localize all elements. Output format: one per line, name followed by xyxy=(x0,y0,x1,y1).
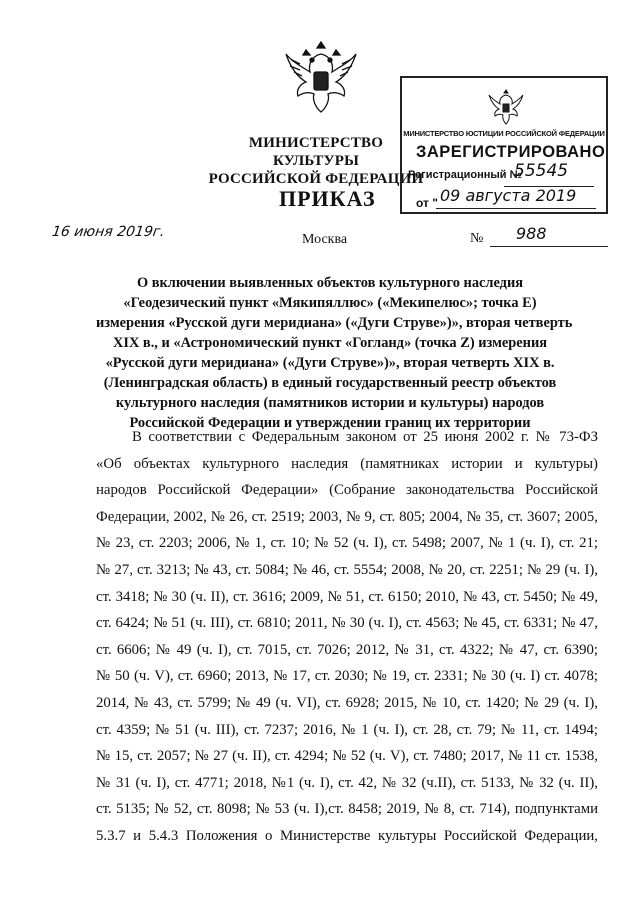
body-line: № 23, ст. 2203; 2006, № 1, ст. 10; № 52 (ч. I), ст. 5498; 2007, № 1 (ч. I), ст. 21; xyxy=(96,535,598,552)
stamp-status: ЗАРЕГИСТРИРОВАНО xyxy=(416,143,606,161)
body-line: народов Российской Федерации» (Собрание законодательства Российской xyxy=(96,482,598,499)
order-body xyxy=(96,424,598,850)
body-line: В соответствии с Федеральным законом от 25 июня 2002 г. № 73-ФЗ xyxy=(132,429,598,445)
body-line: № 50 (ч. V), ст. 6960; 2013, № 17, ст. 2030; № 19, ст. 2331; № 30 (ч. I) ст. 4078; xyxy=(96,668,598,685)
stamp-organization: МИНИСТЕРСТВО ЮСТИЦИИ РОССИЙСКОЙ ФЕДЕРАЦИИ xyxy=(403,129,605,138)
order-heading xyxy=(96,273,573,433)
heading-line: культурного наследия (памятников истории и культуры) народов xyxy=(115,395,545,411)
heading-line: XIX в., и «Астрономический пункт «Гогланд» (точка Z) измерения xyxy=(112,335,548,351)
stamp-date-underline xyxy=(436,208,596,209)
order-number: 988 xyxy=(516,224,547,243)
heading-line: Российской Федерации и утверждении границ их территории xyxy=(129,415,531,431)
stamp-emblem-icon xyxy=(486,86,526,126)
city: Москва xyxy=(302,232,348,247)
body-line: «Об объектах культурного наследия (памятниках истории и культуры) xyxy=(96,455,598,472)
body-line: 5.3.7 и 5.4.3 Положения о Министерстве культуры Российской Федерации, xyxy=(96,827,598,844)
stamp-reg-date: 09 августа 2019 xyxy=(440,186,577,205)
body-line: № 27, ст. 3213; № 43, ст. 5084; № 46, ст. 5554; 2008, № 20, ст. 2251; № 29 (ч. I), xyxy=(96,561,598,578)
body-line: ст. 3418; № 30 (ч. II), ст. 3616; 2009, № 51, ст. 6150; 2010, № 43, ст. 5450; № 49, xyxy=(96,588,598,605)
body-line: 2014, № 43, ст. 5799; № 49 (ч. VI), ст. 6928; 2015, № 10, ст. 1420; № 29 (ч. I), xyxy=(96,694,598,711)
heading-line: измерения «Русской дуги меридиана» («Дуги Струве»)», вторая четверть xyxy=(96,315,573,331)
heading-line: «Геодезический пункт «Мякипяллюс» («Мекипелюс»; точка Е) xyxy=(123,295,537,311)
ministry-line-1: МИНИСТЕРСТВО КУЛЬТУРЫ xyxy=(248,135,384,169)
body-line: Федерации, 2002, № 26, ст. 2519; 2003, № 9, ст. 805; 2004, № 35, ст. 3607; 2005, xyxy=(96,508,598,525)
number-label: № xyxy=(470,231,484,246)
body-line: № 31 (ч. I), ст. 4771; 2018, №1 (ч. I), ст. 42, № 32 (ч.II), ст. 5133, № 32 (ч. II), xyxy=(96,774,598,791)
body-line: ст. 5135; № 52, ст. 8098; № 53 (ч. I),ст. 8458; 2019, № 8, ст. 714), подпунктами xyxy=(96,801,598,818)
heading-line: «Русской дуги меридиана» («Дуги Струве»)», вторая четверть XIX в. xyxy=(105,355,555,371)
stamp-reg-label: Регистрационный № xyxy=(408,169,522,181)
ministry-line-2: РОССИЙСКОЙ ФЕДЕРАЦИИ xyxy=(208,171,424,187)
handwritten-date: 16 июня 2019г. xyxy=(50,224,166,240)
body-line: ст. 4359; № 51 (ч. III), ст. 7237; 2016, № 1 (ч. I), ст. 28, ст. 79; № 11, ст. 1494; xyxy=(96,721,598,738)
stamp-from-label: от " xyxy=(416,196,438,210)
heading-line: (Ленинградская область) в единый государственный реестр объектов xyxy=(103,375,557,391)
number-underline xyxy=(490,246,608,247)
body-line: ст. 6606; № 49 (ч. I), ст. 7015, ст. 7026; 2012, № 31, ст. 4322; № 47, ст. 6390; xyxy=(96,641,598,658)
stamp-reg-number: 55545 xyxy=(514,161,569,181)
body-line: № 15, ст. 2057; № 27 (ч. II), ст. 4294; № 52 (ч. V), ст. 7480; 2017, № 11 ст. 1538, xyxy=(96,748,598,765)
heading-line: О включении выявленных объектов культурного наследия xyxy=(136,275,524,291)
body-line: ст. 6424; № 51 (ч. III), ст. 6810; 2011, № 30 (ч. I), ст. 4563; № 45, ст. 6331; № 47, xyxy=(96,615,598,632)
state-emblem-icon xyxy=(282,36,360,116)
ministry-name xyxy=(208,134,424,188)
document-type: ПРИКАЗ xyxy=(279,186,376,211)
